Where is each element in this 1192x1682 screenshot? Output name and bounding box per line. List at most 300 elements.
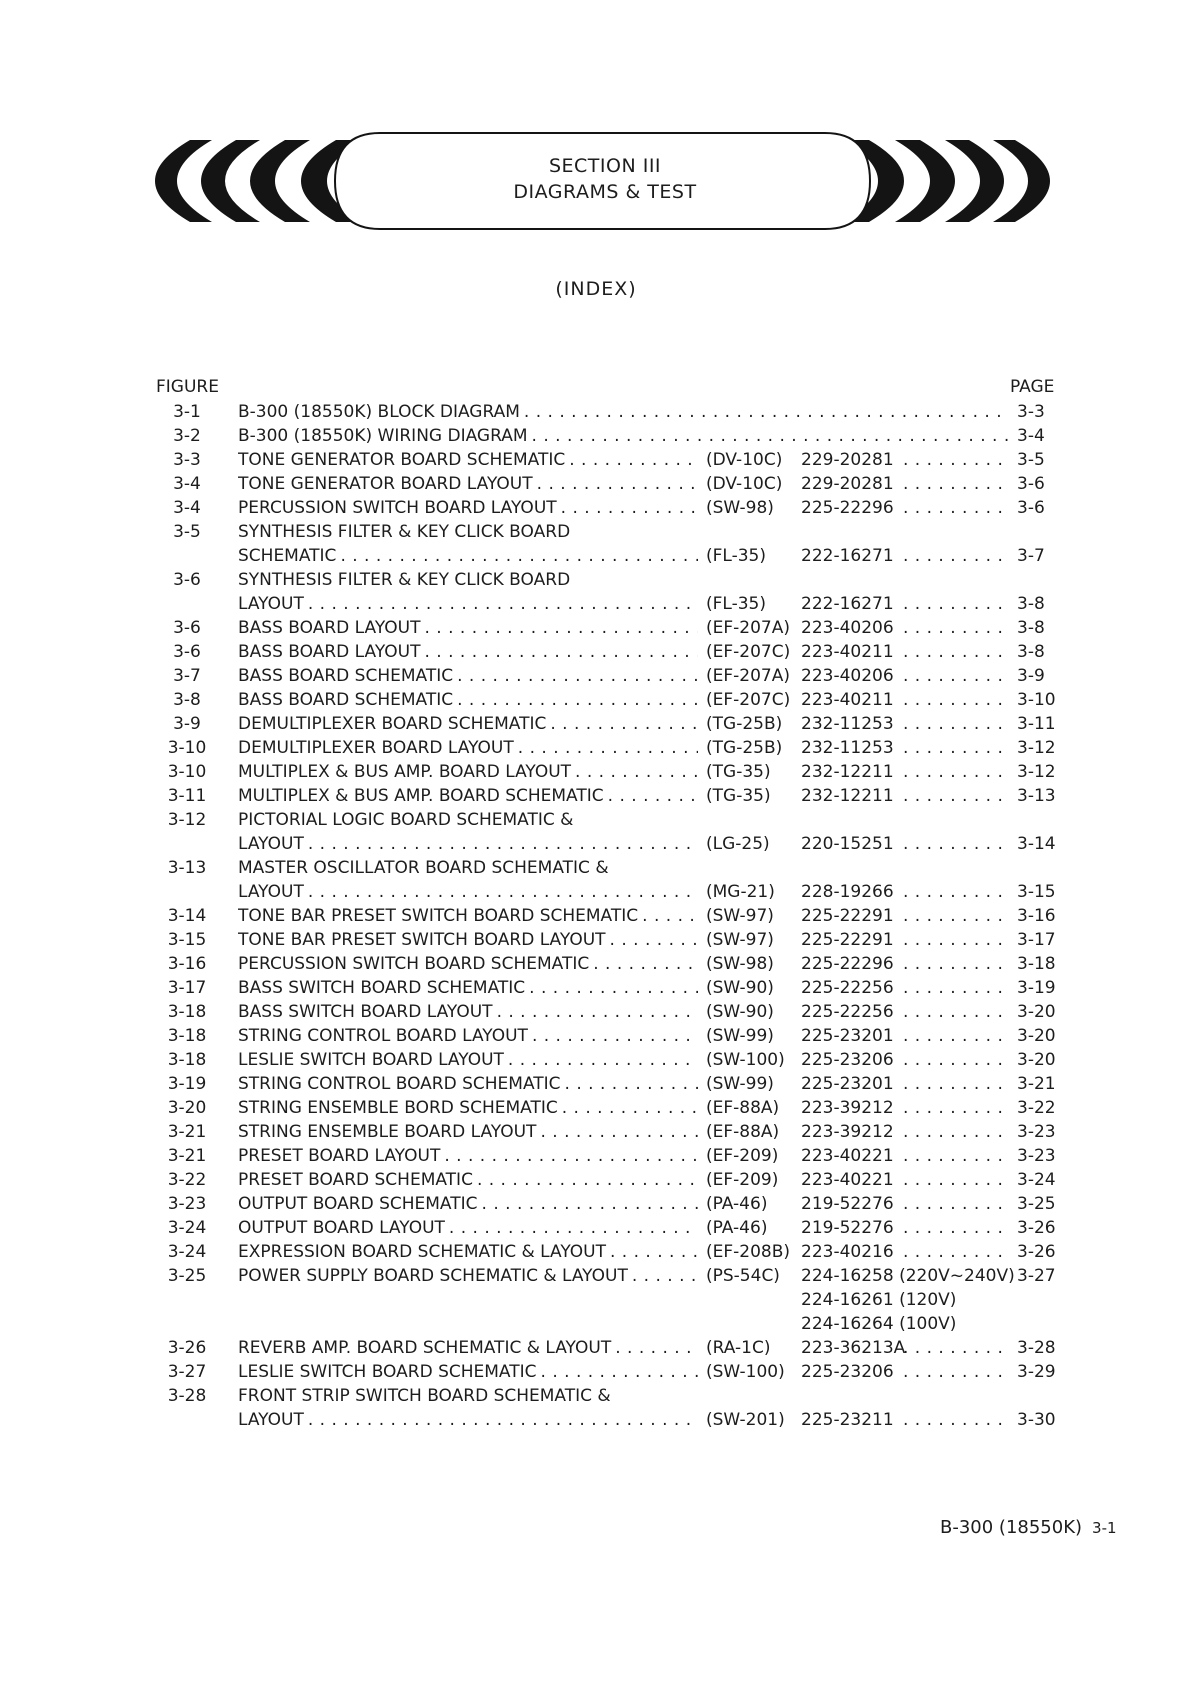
page-reference: 3-13 [1017,786,1056,806]
index-row [0,640,1192,664]
board-code: (LG-25) [706,834,770,854]
entry-title-text: STRING CONTROL BOARD SCHEMATIC [238,1074,565,1094]
entry-title [238,568,698,592]
entry-title-text: MULTIPLEX & BUS AMP. BOARD SCHEMATIC [238,786,608,806]
index-row [0,736,1192,760]
index-row [0,928,1192,952]
board-code: (FL-35) [706,594,766,614]
entry-title-text [238,1290,242,1310]
entry-title-text: TONE GENERATOR BOARD LAYOUT [238,474,537,494]
page-reference: 3-12 [1017,762,1056,782]
footer-page-number: 3-1 [1092,1519,1117,1537]
entry-title [238,400,1008,424]
entry-title [238,1168,698,1192]
page-reference: 3-5 [1017,450,1045,470]
page-reference: 3-26 [1017,1218,1056,1238]
leader-dots [903,1072,1003,1096]
leader-dots [903,928,1003,952]
entry-title [238,424,1008,448]
leader-dots [903,832,1003,856]
entry-title [238,952,698,976]
entry-title [238,832,698,856]
entry-title-text: BASS BOARD SCHEMATIC [238,666,457,686]
entry-title [238,640,698,664]
entry-title-text: PERCUSSION SWITCH BOARD SCHEMATIC [238,954,593,974]
board-code: (RA-1C) [706,1338,771,1358]
index-row [0,1288,1192,1312]
part-number: 225-23206 [801,1362,894,1382]
board-code: (DV-10C) [706,474,783,494]
index-row [0,1264,1192,1288]
index-row [0,616,1192,640]
page-reference: 3-30 [1017,1410,1056,1430]
page-footer [940,1517,1117,1538]
page-reference: 3-8 [1017,618,1045,638]
figure-number: 3-23 [167,1194,207,1214]
entry-title [238,688,698,712]
index-row [0,880,1192,904]
page-reference: 3-27 [1017,1266,1056,1286]
leader-dots [903,712,1003,736]
leader-dots [903,544,1003,568]
page-reference: 3-20 [1017,1050,1056,1070]
part-number: 225-22256 [801,978,894,998]
entry-title [238,808,698,832]
board-code: (SW-99) [706,1074,774,1094]
entry-title [238,1024,698,1048]
page-reference: 3-17 [1017,930,1056,950]
leader-dots [903,472,1003,496]
entry-title-text: SCHEMATIC [238,546,340,566]
figure-number: 3-12 [167,810,207,830]
leader-dots [903,1120,1003,1144]
board-code: (SW-98) [706,498,774,518]
index-row [0,856,1192,880]
entry-title-text: BASS BOARD LAYOUT [238,642,425,662]
part-number: 225-23201 [801,1074,894,1094]
figure-number: 3-24 [167,1242,207,1262]
entry-title [238,760,698,784]
page-column-header: PAGE [1010,377,1055,397]
board-code: (SW-97) [706,930,774,950]
index-row [0,1312,1192,1336]
entry-title [238,592,698,616]
entry-title [238,1288,698,1312]
index-row [0,712,1192,736]
entry-title-text: TONE BAR PRESET SWITCH BOARD LAYOUT [238,930,610,950]
part-number: 232-11253 [801,714,894,734]
entry-title-text: PICTORIAL LOGIC BOARD SCHEMATIC & [238,810,577,830]
figure-number: 3-3 [173,450,201,470]
part-number: 222-16271 [801,594,894,614]
leader-dots [903,1360,1003,1384]
leader-dots [903,976,1003,1000]
board-code: (PS-54C) [706,1266,780,1286]
entry-title [238,616,698,640]
entry-title-text: LESLIE SWITCH BOARD LAYOUT [238,1050,508,1070]
entry-title-text: MULTIPLEX & BUS AMP. BOARD LAYOUT [238,762,575,782]
board-code: (EF-209) [706,1146,779,1166]
figure-number: 3-26 [167,1338,207,1358]
board-code: (PA-46) [706,1218,768,1238]
part-number: 223-39212 [801,1122,894,1142]
figure-number: 3-14 [167,906,207,926]
index-row [0,1360,1192,1384]
index-row [0,1192,1192,1216]
part-number: 219-52276 [801,1218,894,1238]
entry-title [238,1240,698,1264]
leader-dots [903,1000,1003,1024]
index-row [0,472,1192,496]
leader-dots [903,784,1003,808]
page-reference: 3-24 [1017,1170,1056,1190]
index-row [0,1240,1192,1264]
figure-number: 3-9 [173,714,201,734]
part-number: 225-23211 [801,1410,894,1430]
entry-title [238,1048,698,1072]
entry-title [238,496,698,520]
leader-dots [903,1096,1003,1120]
entry-title [238,904,698,928]
board-code: (TG-35) [706,762,771,782]
footer-model: B-300 (18550K) [940,1517,1083,1538]
board-code: (EF-88A) [706,1098,780,1118]
figure-number: 3-22 [167,1170,207,1190]
index-row [0,1384,1192,1408]
board-code: (FL-35) [706,546,766,566]
leader-dots [903,1048,1003,1072]
board-code: (SW-90) [706,1002,774,1022]
entry-title [238,856,698,880]
index-row [0,832,1192,856]
part-number: 224-16258 (220V~240V) [801,1266,1015,1286]
leader-dots [903,496,1003,520]
entry-title [238,712,698,736]
figure-number: 3-11 [167,786,207,806]
leader-dots [903,1240,1003,1264]
part-number: 225-22291 [801,906,894,926]
entry-title [238,544,698,568]
entry-title [238,1072,698,1096]
board-code: (SW-97) [706,906,774,926]
page-reference: 3-4 [1017,426,1045,446]
entry-title-text: BASS SWITCH BOARD LAYOUT [238,1002,497,1022]
page-reference: 3-6 [1017,474,1045,494]
leader-dots [903,1408,1003,1432]
index-row [0,496,1192,520]
figure-number: 3-18 [167,1002,207,1022]
entry-title-text: STRING ENSEMBLE BORD SCHEMATIC [238,1098,562,1118]
entry-title [238,1264,698,1288]
part-number: 228-19266 [801,882,894,902]
figure-number: 3-15 [167,930,207,950]
board-code: (SW-98) [706,954,774,974]
entry-title [238,664,698,688]
entry-title [238,1216,698,1240]
figure-number: 3-27 [167,1362,207,1382]
board-code: (DV-10C) [706,450,783,470]
entry-title [238,1000,698,1024]
index-row [0,1120,1192,1144]
entry-title [238,1336,698,1360]
entry-title-text: PERCUSSION SWITCH BOARD LAYOUT [238,498,561,518]
page-reference: 3-22 [1017,1098,1056,1118]
page-reference: 3-16 [1017,906,1056,926]
index-table [0,400,1192,1432]
part-number: 232-12211 [801,762,894,782]
banner-title [480,153,730,205]
page-reference: 3-7 [1017,546,1045,566]
entry-title-text: LAYOUT [238,594,308,614]
index-row [0,448,1192,472]
section-banner [150,128,1055,233]
figure-number: 3-16 [167,954,207,974]
part-number: 223-40206 [801,666,894,686]
page-reference: 3-9 [1017,666,1045,686]
entry-title-text: B-300 (18550K) BLOCK DIAGRAM [238,402,524,422]
figure-number: 3-17 [167,978,207,998]
page-reference: 3-26 [1017,1242,1056,1262]
part-number: 224-16261 (120V) [801,1290,957,1310]
leader-dots [903,1168,1003,1192]
figure-number: 3-1 [173,402,201,422]
leader-dots [903,1144,1003,1168]
figure-number: 3-18 [167,1026,207,1046]
leader-dots [903,616,1003,640]
board-code: (EF-207C) [706,690,791,710]
figure-number: 3-6 [173,642,201,662]
part-number: 223-40221 [801,1170,894,1190]
entry-title-text: LAYOUT [238,1410,308,1430]
entry-title-text: DEMULTIPLEXER BOARD LAYOUT [238,738,518,758]
entry-title-text: STRING ENSEMBLE BOARD LAYOUT [238,1122,540,1142]
part-number: 223-40216 [801,1242,894,1262]
board-code: (SW-99) [706,1026,774,1046]
page-reference: 3-8 [1017,594,1045,614]
page-reference: 3-8 [1017,642,1045,662]
leader-dots [903,640,1003,664]
entry-title-text: MASTER OSCILLATOR BOARD SCHEMATIC & [238,858,613,878]
entry-title [238,520,698,544]
part-number: 232-11253 [801,738,894,758]
leader-dots [903,1192,1003,1216]
page-reference: 3-23 [1017,1122,1056,1142]
leader-dots [903,760,1003,784]
board-code: (TG-35) [706,786,771,806]
index-row [0,1000,1192,1024]
figure-number: 3-4 [173,474,201,494]
part-number: 229-20281 [801,450,894,470]
entry-title-text: PRESET BOARD LAYOUT [238,1146,444,1166]
index-row [0,952,1192,976]
figure-number: 3-10 [167,762,207,782]
entry-title-text: DEMULTIPLEXER BOARD SCHEMATIC [238,714,550,734]
board-code: (SW-90) [706,978,774,998]
entry-title [238,472,698,496]
leader-dots [903,736,1003,760]
leader-dots [903,664,1003,688]
section-subtitle: DIAGRAMS & TEST [513,181,697,203]
leader-dots [903,688,1003,712]
part-number: 229-20281 [801,474,894,494]
index-row [0,664,1192,688]
board-code: (TG-25B) [706,738,783,758]
figure-number: 3-5 [173,522,201,542]
board-code: (EF-207A) [706,618,790,638]
page-reference: 3-28 [1017,1338,1056,1358]
page-reference: 3-3 [1017,402,1045,422]
entry-title-text: OUTPUT BOARD LAYOUT [238,1218,449,1238]
page-reference: 3-14 [1017,834,1056,854]
page-reference: 3-10 [1017,690,1056,710]
page-reference: 3-12 [1017,738,1056,758]
entry-title [238,448,698,472]
entry-title-text: BASS BOARD SCHEMATIC [238,690,457,710]
part-number: 220-15251 [801,834,894,854]
index-row [0,1072,1192,1096]
part-number: 225-23201 [801,1026,894,1046]
entry-title-text: TONE BAR PRESET SWITCH BOARD SCHEMATIC [238,906,642,926]
part-number: 225-22296 [801,498,894,518]
board-code: (SW-201) [706,1410,785,1430]
part-number: 225-22291 [801,930,894,950]
figure-number: 3-4 [173,498,201,518]
figure-number: 3-2 [173,426,201,446]
entry-title-text: B-300 (18550K) WIRING DIAGRAM [238,426,532,446]
figure-number: 3-19 [167,1074,207,1094]
index-row [0,1336,1192,1360]
board-code: (EF-208B) [706,1242,791,1262]
index-row [0,808,1192,832]
entry-title-text: FRONT STRIP SWITCH BOARD SCHEMATIC & [238,1386,615,1406]
figure-number: 3-13 [167,858,207,878]
entry-title-text: BASS SWITCH BOARD SCHEMATIC [238,978,529,998]
leader-dots [903,880,1003,904]
part-number: 223-40211 [801,690,894,710]
entry-title [238,1144,698,1168]
page-reference: 3-11 [1017,714,1056,734]
entry-title [238,1120,698,1144]
page-reference: 3-21 [1017,1074,1056,1094]
figure-number: 3-6 [173,570,201,590]
entry-title-text: OUTPUT BOARD SCHEMATIC [238,1194,482,1214]
entry-title-text: SYNTHESIS FILTER & KEY CLICK BOARD [238,570,574,590]
leader-dots [903,1216,1003,1240]
entry-title-text: TONE GENERATOR BOARD SCHEMATIC [238,450,569,470]
page-reference: 3-15 [1017,882,1056,902]
figure-number: 3-18 [167,1050,207,1070]
index-row [0,1024,1192,1048]
part-number: 223-40221 [801,1146,894,1166]
page-reference: 3-29 [1017,1362,1056,1382]
leader-dots [903,952,1003,976]
index-row [0,1168,1192,1192]
board-code: (EF-88A) [706,1122,780,1142]
entry-title-text: BASS BOARD LAYOUT [238,618,425,638]
part-number: 223-40206 [801,618,894,638]
entry-title-text: REVERB AMP. BOARD SCHEMATIC & LAYOUT [238,1338,615,1358]
entry-title-text: LAYOUT [238,882,308,902]
index-row [0,688,1192,712]
entry-title [238,928,698,952]
figure-number: 3-25 [167,1266,207,1286]
index-row [0,520,1192,544]
index-row [0,400,1192,424]
board-code: (EF-207C) [706,642,791,662]
part-number: 223-36213A [801,1338,906,1358]
index-row [0,976,1192,1000]
entry-title [238,1384,698,1408]
index-row [0,544,1192,568]
board-code: (TG-25B) [706,714,783,734]
part-number: 225-22256 [801,1002,894,1022]
leader-dots [903,592,1003,616]
part-number: 232-12211 [801,786,894,806]
page-reference: 3-18 [1017,954,1056,974]
figure-number: 3-28 [167,1386,207,1406]
entry-title-text: PRESET BOARD SCHEMATIC [238,1170,477,1190]
leader-dots [903,1024,1003,1048]
entry-title [238,1408,698,1432]
index-row [0,568,1192,592]
figure-number: 3-24 [167,1218,207,1238]
part-number: 225-22296 [801,954,894,974]
entry-title [238,1312,698,1336]
part-number: 224-16264 (100V) [801,1314,957,1334]
figure-number: 3-8 [173,690,201,710]
entry-title [238,976,698,1000]
part-number: 219-52276 [801,1194,894,1214]
page-reference: 3-6 [1017,498,1045,518]
board-code: (EF-209) [706,1170,779,1190]
index-row [0,1408,1192,1432]
page-reference: 3-20 [1017,1026,1056,1046]
index-row [0,1216,1192,1240]
index-row [0,1144,1192,1168]
part-number: 223-40211 [801,642,894,662]
entry-title [238,784,698,808]
figure-number: 3-20 [167,1098,207,1118]
page-reference: 3-20 [1017,1002,1056,1022]
entry-title [238,1192,698,1216]
board-code: (PA-46) [706,1194,768,1214]
part-number: 223-39212 [801,1098,894,1118]
board-code: (EF-207A) [706,666,790,686]
entry-title [238,1360,698,1384]
entry-title-text: SYNTHESIS FILTER & KEY CLICK BOARD [238,522,574,542]
index-row [0,784,1192,808]
index-heading: (INDEX) [555,278,637,300]
index-row [0,1048,1192,1072]
entry-title [238,736,698,760]
figure-number: 3-7 [173,666,201,686]
leader-dots [903,1336,1003,1360]
entry-title-text: LAYOUT [238,834,308,854]
board-code: (MG-21) [706,882,775,902]
index-row [0,424,1192,448]
section-number: SECTION III [548,155,662,177]
entry-title-text: POWER SUPPLY BOARD SCHEMATIC & LAYOUT [238,1266,632,1286]
figure-number: 3-10 [167,738,207,758]
entry-title [238,1096,698,1120]
page-reference: 3-23 [1017,1146,1056,1166]
figure-number: 3-6 [173,618,201,638]
board-code: (SW-100) [706,1362,785,1382]
page-reference: 3-25 [1017,1194,1056,1214]
index-row [0,592,1192,616]
figure-number: 3-21 [167,1122,207,1142]
figure-number: 3-21 [167,1146,207,1166]
